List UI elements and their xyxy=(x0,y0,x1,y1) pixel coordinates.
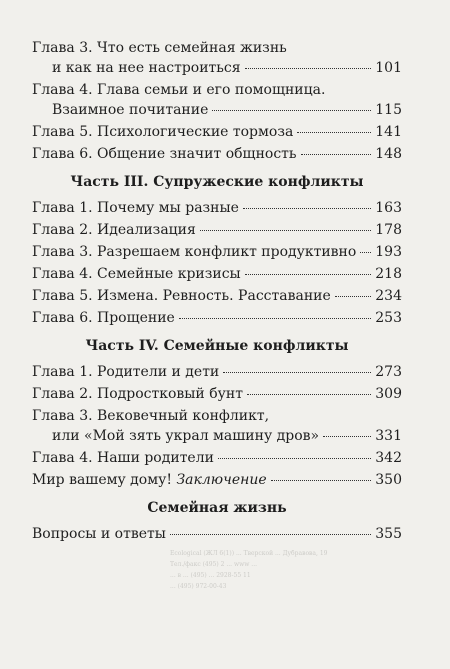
dot-leader xyxy=(212,110,371,111)
page-number: 355 xyxy=(375,526,402,542)
page-number: 253 xyxy=(375,310,402,326)
toc-entry xyxy=(32,384,402,404)
toc-entry-conclusion xyxy=(32,470,402,490)
toc-entry xyxy=(32,406,402,446)
bleed-line: ... (495) 972-00-43 xyxy=(170,583,227,590)
part-heading: Часть IV. Семейные конфликты xyxy=(85,338,349,354)
page-number: 350 xyxy=(375,472,402,488)
toc-entry xyxy=(32,144,402,164)
toc-entry xyxy=(32,362,402,382)
dot-leader xyxy=(218,458,371,459)
page-number: 148 xyxy=(375,146,402,162)
page-number: 193 xyxy=(375,244,402,260)
entry-title: Глава 2. Подростковый бунт xyxy=(32,386,243,402)
dot-leader xyxy=(245,274,372,275)
dot-leader xyxy=(301,154,372,155)
dot-leader xyxy=(360,252,371,253)
dot-leader xyxy=(247,394,371,395)
toc-entry xyxy=(32,220,402,240)
page-number: 273 xyxy=(375,364,402,380)
page-number: 309 xyxy=(375,386,402,402)
page-number: 331 xyxy=(375,428,402,444)
part-heading: Часть III. Супружеские конфликты xyxy=(70,174,364,190)
entry-title: Глава 5. Измена. Ревность. Расставание xyxy=(32,288,331,304)
part-heading: Семейная жизнь xyxy=(147,500,287,516)
toc-entry xyxy=(32,308,402,328)
toc-entry xyxy=(32,524,402,544)
entry-title: Глава 6. Прощение xyxy=(32,310,175,326)
page-number: 101 xyxy=(375,60,402,76)
toc-entry xyxy=(32,198,402,218)
toc-entry xyxy=(32,242,402,262)
dot-leader xyxy=(223,372,371,373)
page-number: 178 xyxy=(375,222,402,238)
page-number: 342 xyxy=(375,450,402,466)
dot-leader xyxy=(243,208,371,209)
entry-title: Глава 6. Общение значит общность xyxy=(32,146,297,162)
entry-title: Вопросы и ответы xyxy=(32,526,166,542)
dot-leader xyxy=(170,534,371,535)
bleed-line: Ecological (ЖЛ 6(1)) ... Тверской ... Дубравова, 19 xyxy=(170,550,328,557)
page-number: 163 xyxy=(375,200,402,216)
bleed-through-text xyxy=(170,548,420,592)
entry-title: Глава 5. Психологические тормоза xyxy=(32,124,294,140)
table-of-contents xyxy=(32,38,402,546)
entry-title: Глава 4. Наши родители xyxy=(32,450,214,466)
bleed-line: Тел./факс (495) 2 ... www ... xyxy=(170,561,258,568)
dot-leader xyxy=(323,436,371,437)
toc-entry xyxy=(32,38,402,78)
page-number: 218 xyxy=(375,266,402,282)
entry-title: Глава 3. Разрешаем конфликт продуктивно xyxy=(32,244,357,260)
bleed-line: ... в ... (495) ... 2928-55 11 xyxy=(170,572,251,579)
page-number: 141 xyxy=(375,124,402,140)
entry-title: Глава 3. Что есть семейная жизнь xyxy=(32,40,287,56)
dot-leader xyxy=(335,296,372,297)
toc-entry xyxy=(32,448,402,468)
entry-title: Глава 3. Вековечный конфликт, xyxy=(32,408,270,424)
dot-leader xyxy=(200,230,371,231)
entry-title: Глава 2. Идеализация xyxy=(32,222,196,238)
page-number: 115 xyxy=(375,102,402,118)
dot-leader xyxy=(271,480,372,481)
entry-title-cont: и как на нее настроиться xyxy=(52,60,241,76)
entry-title: Глава 4. Семейные кризисы xyxy=(32,266,241,282)
toc-entry xyxy=(32,264,402,284)
conclusion-text: Мир вашему дому! xyxy=(32,472,177,488)
dot-leader xyxy=(297,132,371,133)
entry-title xyxy=(32,470,267,490)
toc-entry xyxy=(32,286,402,306)
toc-entry xyxy=(32,122,402,142)
toc-entry xyxy=(32,80,402,120)
entry-title: Глава 1. Родители и дети xyxy=(32,364,220,380)
entry-title: Глава 4. Глава семьи и его помощница. xyxy=(32,82,326,98)
dot-leader xyxy=(179,318,371,319)
entry-title-cont: Взаимное почитание xyxy=(52,102,209,118)
dot-leader xyxy=(245,68,372,69)
entry-title-cont: или «Мой зять украл машину дров» xyxy=(52,428,320,444)
entry-title: Глава 1. Почему мы разные xyxy=(32,200,239,216)
page-number: 234 xyxy=(375,288,402,304)
conclusion-italic: Заключение xyxy=(176,472,267,488)
